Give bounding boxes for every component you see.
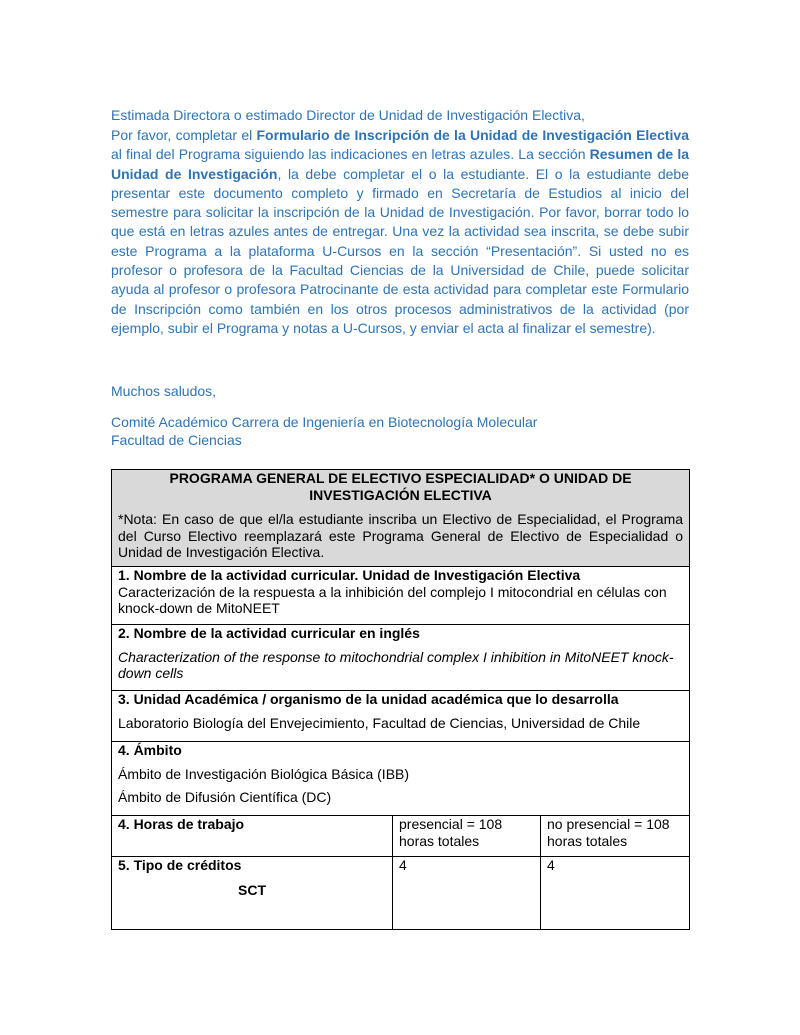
section-2-label: 2. Nombre de la actividad curricular en inglés [118, 625, 420, 641]
credits-no-presencial-cell [541, 857, 690, 930]
signature-line-1: Comité Académico Carrera de Ingeniería en Biotecnología Molecular [111, 414, 538, 430]
closing: Muchos saludos, [111, 383, 217, 399]
signature-line-2: Facultad de Ciencias [111, 432, 242, 448]
section-1-value: Caracterización de la respuesta a la inhibición del complejo I mitocondrial en células con knock-down de MitoNEET [118, 583, 667, 616]
credits-presencial: 4 [399, 857, 407, 873]
instructions-text-1: Por favor, completar el [111, 127, 257, 143]
credits-row [112, 857, 690, 930]
credits-no-presencial: 4 [547, 857, 555, 873]
section-3-label: 3. Unidad Académica / organismo de la unidad académica que lo desarrolla [118, 691, 619, 707]
section-1-cell [112, 567, 690, 625]
hours-row [112, 816, 690, 857]
section-4-row [112, 742, 690, 816]
section-2-row [112, 625, 690, 691]
hours-no-presencial-cell [541, 816, 690, 857]
section-2-value: Characterization of the response to mitochondrial complex I inhibition in MitoNEET knock-down cells [118, 648, 674, 681]
hours-presencial: presencial = 108 horas totales [399, 816, 503, 849]
hours-label: 4. Horas de trabajo [118, 816, 245, 832]
credits-label: 5. Tipo de créditos [118, 857, 242, 873]
table-note: *Nota: En caso de que el/la estudiante inscriba un Electivo de Especialidad, el Programa del Curso Electivo reemplazará este Programa General de Electivo de Especialidad o Unidad de Investigación Electiva. [118, 511, 684, 560]
form-name-bold: Formulario de Inscripción de la Unidad de Investigación Electiva [256, 127, 689, 143]
section-4-label: 4. Ámbito [118, 742, 182, 758]
instructions-text-2: al final del Programa siguiendo las indicaciones en letras azules. La sección [111, 146, 590, 163]
section-4-value-2: Ámbito de Difusión Científica (DC) [118, 789, 332, 805]
greeting: Estimada Directora o estimado Director de Unidad de Investigación Electiva, [111, 107, 585, 123]
table-header-cell [112, 470, 690, 567]
hours-label-cell [112, 816, 393, 857]
hours-presencial-cell [393, 816, 541, 857]
section-4-value-1: Ámbito de Investigación Biológica Básica (IBB) [118, 765, 410, 782]
section-3-cell [112, 691, 690, 742]
section-3-row [112, 691, 690, 742]
section-3-value: Laboratorio Biología del Envejecimiento, Facultad de Ciencias, Universidad de Chile [118, 714, 641, 731]
table-header-row [112, 470, 690, 567]
section-4-cell [112, 742, 690, 816]
table-title: PROGRAMA GENERAL DE ELECTIVO ESPECIALIDAD* O UNIDAD DE INVESTIGACIÓN ELECTIVA [169, 470, 632, 503]
program-table [111, 469, 690, 930]
credits-type: SCT [238, 881, 266, 898]
credits-label-cell [112, 857, 393, 930]
instructions-text-3: , la debe completar el o la estudiante. El o la estudiante debe presentar este documento completo y firmado en Secretaría de Estudios al inicio del semestre para solicitar la inscripción de la Unidad de Investigación. Por favor, borrar todo lo que está en letras azules antes de entregar. Una vez la actividad sea inscrita, se debe subir este Programa a la plataforma U-Cursos en la sección “Presentación”. Si usted no es profesor o profesora de la Facultad Ciencias de la Universidad de Chile, puede solicitar ayuda al profesor o profesora Patrocinante de esta actividad para completar este Formulario de Inscripción como también en los otros procesos administrativos de la actividad (por ejemplo, subir el Programa y notas a U-Cursos, y enviar el acta al finalizar el semestre). [111, 165, 689, 336]
credits-presencial-cell [393, 857, 541, 930]
section-2-cell [112, 625, 690, 691]
summary-section-bold: Resumen de la Unidad de Investigación [111, 146, 689, 182]
section-1-label: 1. Nombre de la actividad curricular. Unidad de Investigación Electiva [118, 567, 581, 583]
hours-no-presencial: no presencial = 108 horas totales [547, 816, 670, 849]
instructions-paragraph [111, 126, 689, 338]
section-1-row [112, 567, 690, 625]
